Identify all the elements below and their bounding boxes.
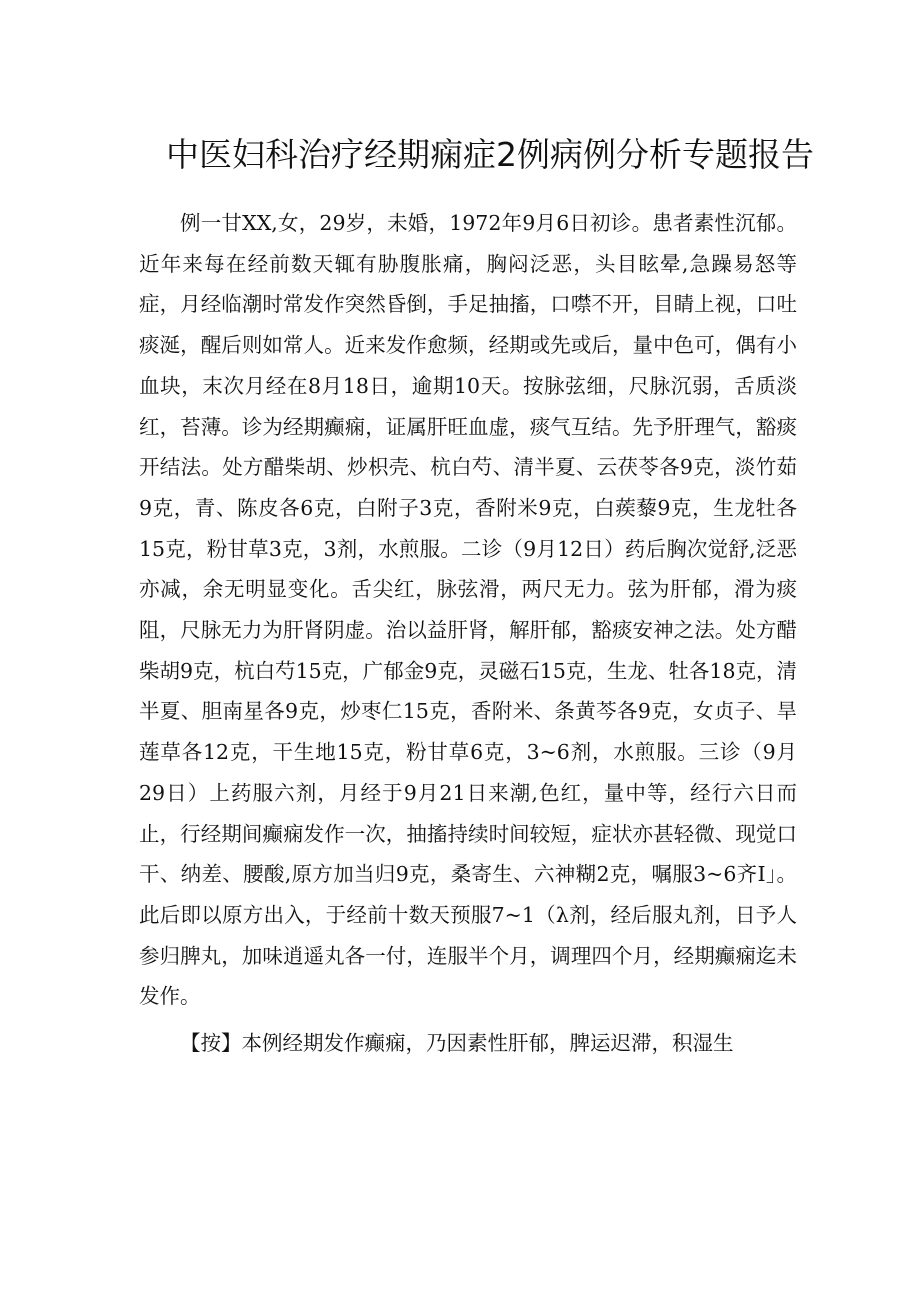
commentary-paragraph: 【按】本例经期发作癫痫，乃因素性肝郁，脾运迟滞，积湿生 xyxy=(180,1031,734,1056)
document-body xyxy=(139,203,797,1064)
document-title: 中医妇科治疗经期痫症2例病例分析专题报告 xyxy=(166,135,814,175)
case-paragraph: 例一甘XX,女，29岁，未婚，1972年9月6日初诊。患者素性沉郁。近年来每在经前数天辄有胁腹胀痛，胸闷泛恶，头目眩晕,急躁易怒等症，月经临潮时常发作突然昏倒，手足抽搐，口噤不开，目睛上视，口吐痰涎，醒后则如常人。近来发作愈频，经期或先或后，量中色可，偶有小血块，末次月经在8月18日，逾期10天。按脉弦细，尺脉沉弱，舌质淡红，苔薄。诊为经期癫痫，证属肝旺血虚，痰气互结。先予肝理气，豁痰开结法。处方醋柴胡、炒枳壳、杭白芍、清半夏、云茯苓各9克，淡竹茹9克，青、陈皮各6克，白附子3克，香附米9克，白蒺藜9克，生龙牡各15克，粉甘草3克，3剂，水煎服。二诊（9月12日）药后胸次觉舒,泛恶亦减，余无明显变化。舌尖红，脉弦滑，两尺无力。弦为肝郁，滑为痰阻，尺脉无力为肝肾阴虚。治以益肝肾，解肝郁，豁痰安神之法。处方醋柴胡9克，杭白芍15克，广郁金9克，灵磁石15克，生龙、牡各18克，清半夏、胆南星各9克，炒枣仁15克，香附米、条黄芩各9克，女贞子、旱莲草各12克，干生地15克，粉甘草6克，3~6剂，水煎服。三诊（9月29日）上药服六剂，月经于9月21日来潮,色红，量中等，经行六日而止，行经期间癫痫发作一次，抽搐持续时间较短，症状亦甚轻微、现觉口干、纳差、腰酸,原方加当归9克，桑寄生、六神糊2克，嘱服3~6齐I」。此后即以原方出入，于经前十数天预服7~1（λ剂，经后服丸剂，日予人参归脾丸，加味逍遥丸各一付，连服半个月，调理四个月，经期癫痫迄未发作。 xyxy=(139,211,797,1009)
